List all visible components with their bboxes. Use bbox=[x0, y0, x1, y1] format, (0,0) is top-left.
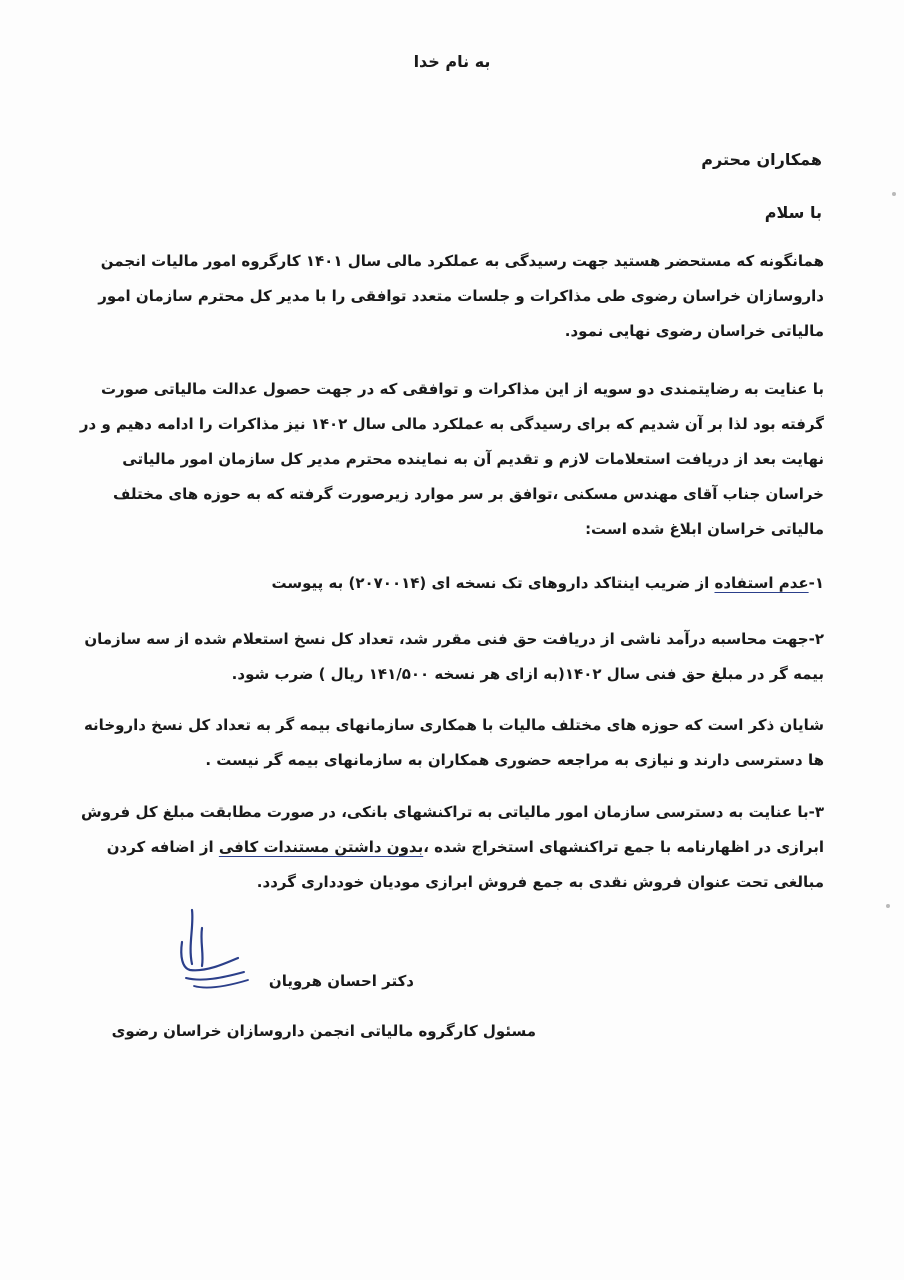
greeting: همکاران محترم bbox=[701, 150, 822, 169]
note-paragraph bbox=[83, 708, 824, 778]
note-line: ها دسترسی دارند و نیازی به مراجعه حضوری همکاران به سازمانهای بیمه گر نیست . bbox=[205, 751, 824, 769]
paragraph-agreement bbox=[79, 372, 824, 547]
paragraph-intro bbox=[98, 244, 824, 349]
signature-stroke bbox=[186, 972, 244, 980]
handwritten-signature bbox=[172, 906, 252, 996]
item-3-underlined: بدون داشتن مستندات کافی bbox=[218, 838, 424, 856]
signature-stroke bbox=[194, 980, 248, 988]
item-3-line2-start: ابرازی در اظهارنامه با جمع تراکنشهای استخراج شده ، bbox=[423, 838, 824, 856]
item-1-prefix: ۱- bbox=[808, 574, 824, 592]
item-2-line: بیمه گر در مبلغ حق فنی سال ۱۴۰۲(به ازای هر نسخه ۱۴۱/۵۰۰ ریال ) ضرب شود. bbox=[231, 665, 824, 683]
paragraph-line: نهایت بعد از دریافت استعلامات لازم و تقدیم آن به نماینده محترم مدیر کل سازمان امور مالیاتی bbox=[122, 450, 824, 468]
item-2-line: ۲-جهت محاسبه درآمد ناشی از دریافت حق فنی مقرر شد، تعداد کل نسخ استعلام شده از سه سازمان bbox=[84, 630, 824, 648]
item-3 bbox=[81, 795, 824, 900]
scan-speck bbox=[892, 192, 896, 196]
item-3-line bbox=[104, 830, 824, 865]
item-1-line bbox=[104, 566, 824, 601]
item-1-rest: از ضریب اینتاکد داروهای تک نسخه ای (۲۰۷۰۰۱۴) به پیوست bbox=[271, 574, 715, 592]
paragraph-line: گرفته بود لذا بر آن شدیم که برای رسیدگی به عملکرد مالی سال ۱۴۰۲ نیز مذاکرات را ادامه دهیم و در bbox=[79, 415, 824, 433]
paragraph-line: خراسان جناب آقای مهندس مسکنی ،توافق بر سر موارد زیرصورت گرفته که به حوزه های مختلف bbox=[112, 485, 824, 503]
signatory-title: مسئول کارگروه مالیاتی انجمن داروسازان خراسان رضوی bbox=[111, 1022, 536, 1040]
signature-stroke bbox=[191, 910, 193, 964]
paragraph-line: مالیاتی خراسان رضوی نهایی نمود. bbox=[564, 322, 824, 340]
paragraph-line: همانگونه که مستحضر هستید جهت رسیدگی به عملکرد مالی سال ۱۴۰۱ کارگروه امور مالیات انجمن bbox=[100, 252, 824, 270]
scan-speck bbox=[886, 904, 890, 908]
note-line: شایان ذکر است که حوزه های مختلف مالیات با همکاری سازمانهای بیمه گر به تعداد کل نسخ داروخانه bbox=[83, 716, 824, 734]
item-1-underlined: عدم استفاده bbox=[714, 574, 809, 592]
item-3-line2-end: از اضافه کردن bbox=[106, 838, 219, 856]
signatory-name: دکتر احسان هرویان bbox=[268, 972, 414, 990]
paragraph-line: مالیاتی خراسان ابلاغ شده است: bbox=[585, 520, 824, 538]
letter-heading: به نام خدا bbox=[413, 52, 491, 71]
signature-stroke bbox=[201, 928, 202, 966]
item-2 bbox=[84, 622, 824, 692]
item-3-line: مبالغی تحت عنوان فروش نقدی به جمع فروش ابرازی مودیان خودداری گردد. bbox=[256, 873, 824, 891]
paragraph-line: با عنایت به رضایتمندی دو سویه از این مذاکرات و توافقی که در جهت حصول عدالت مالیاتی صورت bbox=[100, 380, 824, 398]
item-3-line: ۳-با عنایت به دسترسی سازمان امور مالیاتی به تراکنشهای بانکی، در صورت مطابقت مبلغ کل فروش bbox=[81, 803, 824, 821]
salam-line: با سلام bbox=[764, 203, 822, 222]
paragraph-line: داروسازان خراسان رضوی طی مذاکرات و جلسات متعدد توافقی را با مدیر کل محترم سازمان امور bbox=[98, 287, 824, 305]
item-1 bbox=[104, 566, 824, 601]
